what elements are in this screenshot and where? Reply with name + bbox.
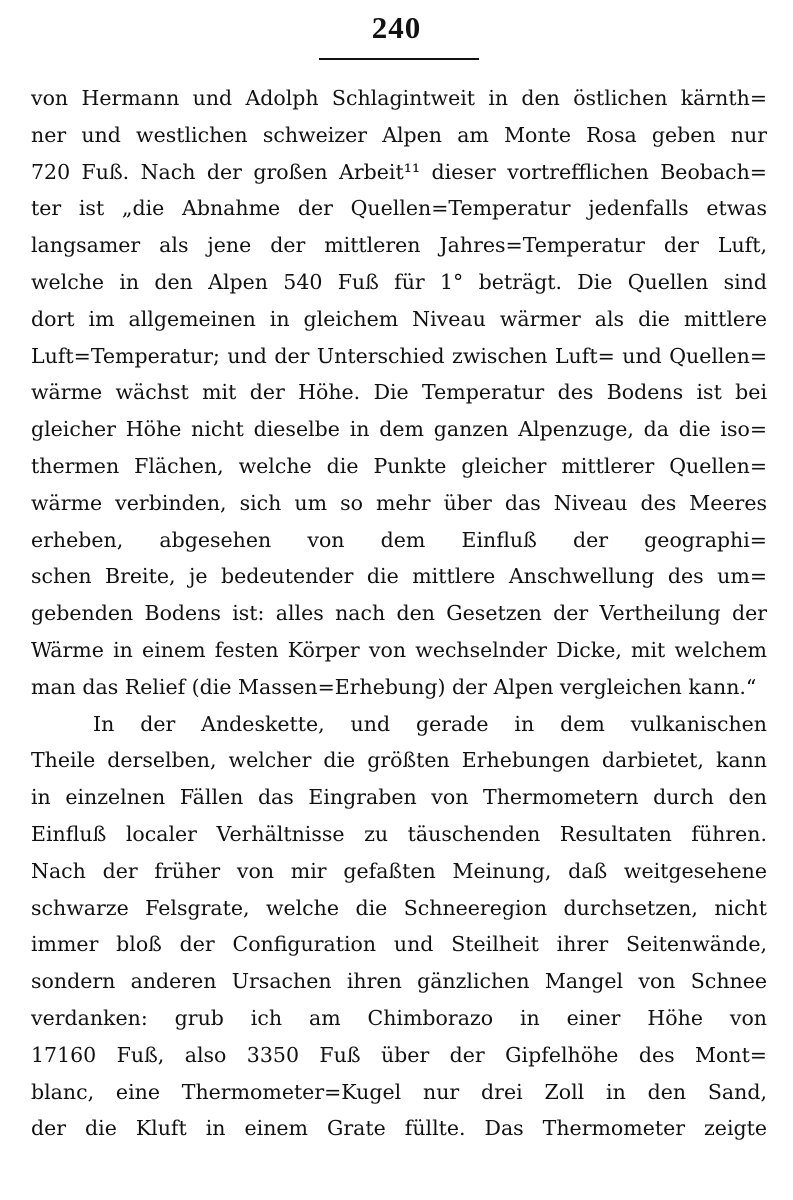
text-line-paragraph-start: In der Andeskette, und gerade in dem vulkanischen <box>93 711 767 736</box>
text-line: erheben, abgesehen von dem Einfluß der geographi= <box>31 527 767 552</box>
text-line: Wärme in einem festen Körper von wechselnder Dicke, mit welchem <box>31 637 767 662</box>
text-line: wärme wächst mit der Höhe. Die Temperatur des Bodens ist bei <box>31 380 767 405</box>
text-line: gleicher Höhe nicht dieselbe in dem ganzen Alpenzuge, da die iso= <box>31 417 767 442</box>
text-line: ner und westlichen schweizer Alpen am Monte Rosa geben nur <box>31 122 767 147</box>
text-line: wärme verbinden, sich um so mehr über das Niveau des Meeres <box>31 490 767 515</box>
text-line: immer bloß der Configuration und Steilheit ihrer Seitenwände, <box>31 932 767 957</box>
text-line: Luft=Temperatur; und der Unterschied zwischen Luft= und Quellen= <box>31 343 767 368</box>
header-rule <box>319 58 479 60</box>
text-line: 720 Fuß. Nach der großen Arbeit¹¹ dieser vortrefflichen Beobach= <box>31 159 767 184</box>
text-line: verdanken: grub ich am Chimborazo in einer Höhe von <box>31 1005 767 1030</box>
text-line: von Hermann und Adolph Schlagintweit in den östlichen kärnth= <box>31 86 767 110</box>
text-line: schwarze Felsgrate, welche die Schneeregion durchsetzen, nicht <box>31 895 767 920</box>
text-line: sondern anderen Ursachen ihren gänzlichen Mangel von Schnee <box>31 969 767 994</box>
text-line: dort im allgemeinen in gleichem Niveau wärmer als die mittlere <box>31 306 767 331</box>
text-line: der die Kluft in einem Grate füllte. Das Thermometer zeigte <box>31 1116 767 1141</box>
page-number: 240 <box>371 10 422 45</box>
text-line: schen Breite, je bedeutender die mittlere Anschwellung des um= <box>31 564 767 589</box>
text-line: in einzelnen Fällen das Eingraben von Thermometern durch den <box>31 785 767 810</box>
text-line: ter ist „die Abnahme der Quellen=Temperatur jedenfalls etwas <box>31 196 767 221</box>
text-line: Theile derselben, welcher die größten Erhebungen darbietet, kann <box>31 748 767 773</box>
text-line: gebenden Bodens ist: alles nach den Gesetzen der Vertheilung der <box>31 601 767 626</box>
text-line-paragraph-end: man das Relief (die Massen=Erhebung) der Alpen vergleichen kann.“ <box>31 674 757 699</box>
text-line: Nach der früher von mir gefaßten Meinung, daß weitgesehene <box>31 858 767 883</box>
text-line: 17160 Fuß, also 3350 Fuß über der Gipfelhöhe des Mont= <box>31 1042 767 1067</box>
text-line: welche in den Alpen 540 Fuß für 1° beträgt. Die Quellen sind <box>31 269 767 294</box>
text-line: langsamer als jene der mittleren Jahres=Temperatur der Luft, <box>31 233 767 258</box>
text-line: blanc, eine Thermometer=Kugel nur drei Zoll in den Sand, <box>31 1079 767 1104</box>
text-line: Einfluß localer Verhältnisse zu täuschenden Resultaten führen. <box>31 821 767 846</box>
text-line: thermen Flächen, welche die Punkte gleicher mittlerer Quellen= <box>31 453 767 478</box>
body-text <box>31 80 767 1147</box>
